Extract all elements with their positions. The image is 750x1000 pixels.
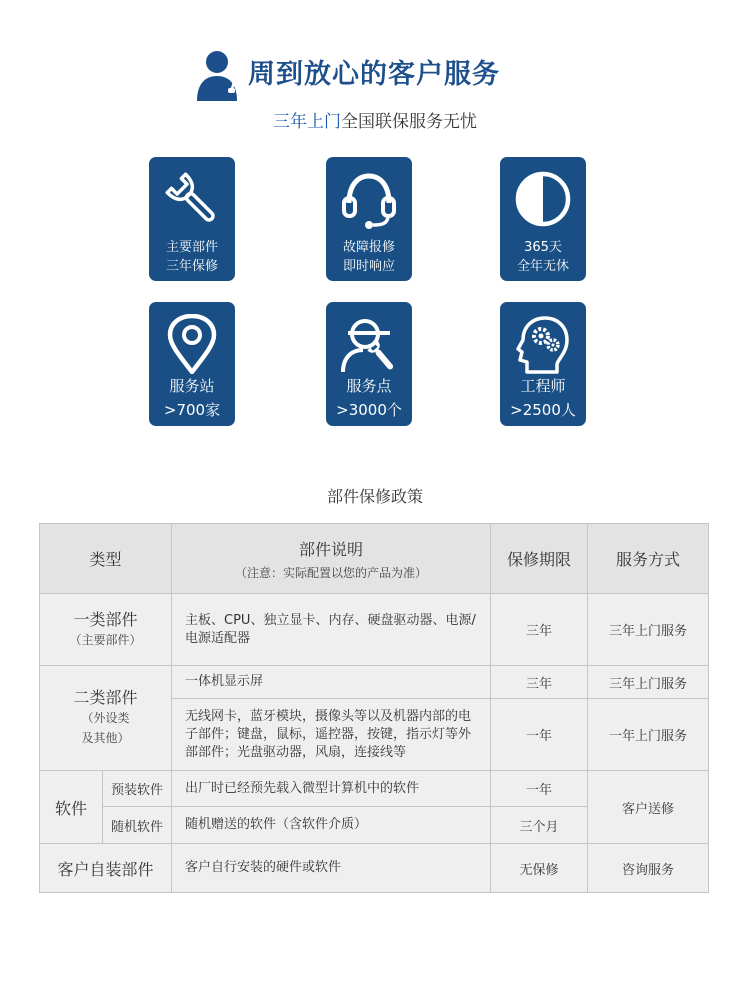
cat1-period: 三年 xyxy=(491,594,588,666)
software-bundled-period: 三个月 xyxy=(491,807,588,844)
tile-line1: 故障报修 xyxy=(342,240,395,255)
cat2-sub2-service: 一年上门服务 xyxy=(588,699,709,771)
cat2-note2: 及其他） xyxy=(81,731,130,745)
cat1-name: 一类部件 xyxy=(73,609,138,629)
subtitle-highlight: 三年上门 xyxy=(273,112,341,132)
cat1-desc: 主板、CPU、独立显卡、内存、硬盘驱动器、电源/电源适配器 xyxy=(172,594,491,666)
cat2-note1: （外设类 xyxy=(81,711,130,725)
cat2-sub2-period: 一年 xyxy=(491,699,588,771)
software-preinstalled-period: 一年 xyxy=(491,771,588,807)
tile-line2: 即时响应 xyxy=(342,259,395,274)
software-preinstalled-label: 预装软件 xyxy=(103,771,172,807)
table-row xyxy=(40,666,709,699)
cat1-service: 三年上门服务 xyxy=(588,594,709,666)
tile-engineers xyxy=(500,302,586,426)
tile-fault-report xyxy=(326,157,412,281)
headset-icon xyxy=(339,169,399,229)
tile-line2: 全年无休 xyxy=(516,259,569,274)
software-bundled-desc: 随机赠送的软件（含软件介质） xyxy=(172,807,491,844)
custom-name: 客户自装部件 xyxy=(40,844,172,893)
tile-service-stations xyxy=(149,302,235,426)
tile-line1: 主要部件 xyxy=(165,240,218,255)
cat1-note: （主要部件） xyxy=(69,632,142,647)
cat2-sub1-service: 三年上门服务 xyxy=(588,666,709,699)
header-desc xyxy=(172,524,491,594)
page-header xyxy=(0,38,750,108)
tile-line2: >700家 xyxy=(163,401,221,419)
software-name: 软件 xyxy=(40,771,103,844)
header-desc-note: （注意：实际配置以您的产品为准） xyxy=(235,565,428,580)
software-service: 客户送修 xyxy=(588,771,709,844)
cat1-cell xyxy=(40,594,172,666)
custom-desc: 客户自行安装的硬件或软件 xyxy=(172,844,491,893)
engineer-head-gears-icon xyxy=(513,314,573,374)
tile-line1: 365天 xyxy=(524,240,562,255)
header-period: 保修期限 xyxy=(491,524,588,594)
custom-period: 无保修 xyxy=(491,844,588,893)
tile-service-points xyxy=(326,302,412,426)
cat2-sub1-desc: 一体机显示屏 xyxy=(172,666,491,699)
tile-main-parts-warranty xyxy=(149,157,235,281)
tile-365-days xyxy=(500,157,586,281)
wrench-icon xyxy=(162,169,222,229)
table-header-row xyxy=(40,524,709,594)
tile-line1: 工程师 xyxy=(520,377,566,395)
cat2-cell xyxy=(40,666,172,771)
cat2-name: 二类部件 xyxy=(73,688,138,707)
software-preinstalled-desc: 出厂时已经预先载入微型计算机中的软件 xyxy=(172,771,491,807)
subtitle-rest: 全国联保服务无忧 xyxy=(341,112,477,132)
table-row xyxy=(40,771,709,807)
section-title: 部件保修政策 xyxy=(326,487,423,506)
header-desc-label: 部件说明 xyxy=(299,539,364,559)
half-circle-icon xyxy=(513,169,573,229)
header-type: 类型 xyxy=(40,524,172,594)
warranty-policy-table xyxy=(39,523,709,893)
tile-line2: 三年保修 xyxy=(165,259,218,274)
customer-service-person-icon xyxy=(193,46,243,101)
header-service: 服务方式 xyxy=(588,524,709,594)
custom-service: 咨询服务 xyxy=(588,844,709,893)
table-row xyxy=(40,594,709,666)
page-subtitle xyxy=(0,107,750,132)
tile-line2: >3000个 xyxy=(336,401,402,419)
page-title: 周到放心的客户服务 xyxy=(248,59,500,90)
technician-icon xyxy=(339,314,399,374)
table-row xyxy=(40,844,709,893)
tile-line2: >2500人 xyxy=(510,401,576,419)
software-bundled-label: 随机软件 xyxy=(103,807,172,844)
tile-line1: 服务点 xyxy=(346,377,392,395)
cat2-sub2-desc: 无线网卡，蓝牙模块，摄像头等以及机器内部的电子部件；键盘，鼠标，遥控器，按键，指示灯等外部部件；光盘驱动器，风扇，连接线等 xyxy=(172,699,491,771)
cat2-sub1-period: 三年 xyxy=(491,666,588,699)
location-pin-icon xyxy=(162,314,222,374)
tile-line1: 服务站 xyxy=(169,377,215,395)
